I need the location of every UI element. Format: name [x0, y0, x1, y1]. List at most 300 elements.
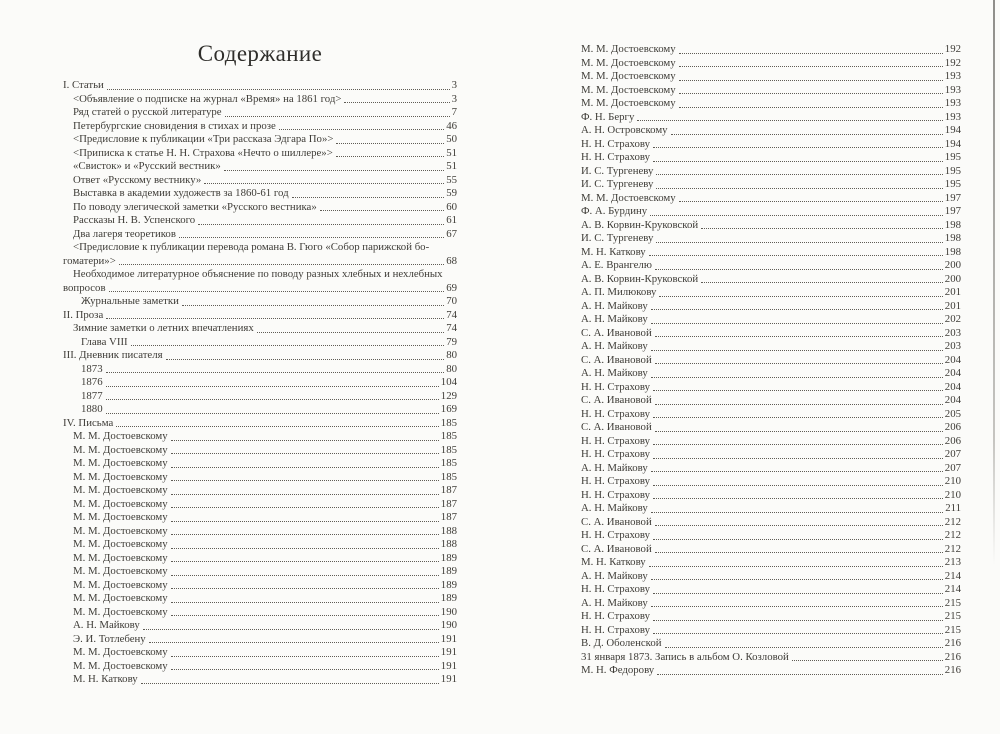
toc-entry: [63, 363, 457, 377]
dot-leader: [651, 323, 943, 324]
toc-entry: [581, 354, 961, 368]
toc-entry-title: С. А. Ивановой: [581, 326, 652, 339]
toc-entry-page: 185: [440, 470, 457, 483]
toc-entry-title: А. П. Милюкову: [581, 286, 657, 298]
toc-entry-page: 189: [440, 565, 457, 577]
toc-entry-title: II. Проза: [63, 308, 104, 321]
dot-leader: [171, 521, 439, 522]
dot-leader: [119, 264, 444, 265]
toc-entry-title: М. М. Достоевскому: [73, 470, 168, 483]
toc-entry-page: 198: [944, 232, 961, 244]
toc-entry-page: 215: [944, 623, 961, 636]
toc-entry-title: М. М. Достоевскому: [73, 646, 168, 658]
toc-entry: [581, 327, 961, 341]
toc-entry-title: 1877: [81, 389, 103, 402]
toc-entry-page: 187: [440, 497, 457, 510]
toc-entry-page: 212: [944, 515, 961, 528]
toc-entry-page: 200: [944, 259, 961, 271]
toc-entry: [63, 228, 457, 242]
toc-entry: [63, 295, 457, 309]
toc-entry-title: Н. Н. Страхову: [581, 151, 651, 163]
toc-entry-title: Журнальные заметки: [81, 295, 179, 307]
toc-entry: [581, 543, 961, 557]
toc-entry-page: 203: [944, 326, 961, 339]
toc-entry-title: С. А. Ивановой: [581, 394, 652, 406]
toc-entry-title: А. Н. Майкову: [581, 461, 648, 474]
toc-entry-page: 212: [944, 529, 961, 541]
toc-entry: [581, 664, 961, 678]
dot-leader: [671, 134, 943, 135]
toc-entry-page: 198: [944, 245, 961, 258]
dot-leader: [651, 579, 943, 580]
toc-entry-page: 192: [944, 43, 961, 55]
toc-entry: [63, 457, 457, 471]
toc-entry-title: <Предисловие к публикации перевода романа В. Гюго «Собор парижской бо-: [73, 241, 430, 253]
toc-entry-title: М. М. Достоевскому: [581, 56, 676, 69]
dot-leader: [651, 512, 943, 513]
toc-entry-title: А. Н. Майкову: [73, 619, 140, 631]
toc-entry: [63, 538, 457, 552]
toc-entry-page: 188: [440, 524, 457, 537]
toc-entry: [581, 435, 961, 449]
toc-entry-title: Ф. А. Бурдину: [581, 205, 648, 217]
toc-entry-page: 206: [944, 434, 961, 447]
toc-entry-title: М. М. Достоевскому: [73, 524, 168, 537]
toc-entry-title: М. М. Достоевскому: [581, 83, 676, 96]
toc-entry-title: вопросов: [63, 281, 106, 294]
dot-leader: [171, 507, 439, 508]
toc-entry-title: Н. Н. Страхову: [581, 448, 651, 460]
dot-leader: [106, 399, 439, 400]
toc-entry-title: <Объявление о подписке на журнал «Время» на 1861 год>: [73, 92, 342, 105]
toc-entry-title: М. М. Достоевскому: [73, 605, 168, 618]
toc-entry: [581, 43, 961, 57]
toc-entry-page: 59: [446, 187, 457, 199]
dot-leader: [171, 467, 439, 468]
page-title: Содержание: [197, 41, 323, 66]
toc-entry: [63, 606, 457, 620]
toc-entry-title: М. М. Достоевскому: [73, 457, 168, 469]
toc-entry-title: С. А. Ивановой: [581, 515, 652, 528]
toc-entry-title: М. Н. Каткову: [73, 673, 138, 685]
toc-entry-title: М. М. Достоевскому: [73, 511, 168, 523]
dot-leader: [679, 107, 943, 108]
toc-entry-title: М. М. Достоевскому: [581, 70, 676, 82]
toc-entry: [63, 214, 457, 228]
toc-entry-page: 185: [440, 430, 457, 442]
toc-entry-page: 191: [440, 632, 457, 645]
toc-entry-title: Н. Н. Страхову: [581, 488, 651, 501]
toc-entry: [63, 579, 457, 593]
toc-entry-title: Н. Н. Страхову: [581, 610, 651, 622]
dot-leader: [292, 197, 445, 198]
toc-entry-page: 3: [451, 92, 457, 105]
toc-entry-title: М. Н. Каткову: [581, 556, 646, 568]
toc-entry: [63, 646, 457, 660]
toc-entry-title: М. М. Достоевскому: [73, 430, 168, 442]
dot-leader: [171, 440, 439, 441]
toc-entry: [581, 70, 961, 84]
dot-leader: [171, 453, 439, 454]
page-edge-line: [993, 0, 995, 565]
toc-entry-page: 192: [944, 56, 961, 69]
dot-leader: [204, 183, 444, 184]
toc-entry: [581, 273, 961, 287]
toc-entry-title: М. М. Достоевскому: [73, 551, 168, 564]
toc-entry-title: М. М. Достоевскому: [581, 43, 676, 55]
dot-leader: [656, 174, 942, 175]
toc-entry: [63, 390, 457, 404]
dot-leader: [106, 413, 439, 414]
toc-entry: [63, 525, 457, 539]
toc-entry: [581, 651, 961, 665]
dot-leader: [679, 80, 943, 81]
toc-entry-title: Петербургские сновидения в стихах и прозе: [73, 119, 276, 132]
toc-entry-page: 216: [944, 637, 961, 649]
dot-leader: [656, 242, 942, 243]
dot-leader: [649, 566, 943, 567]
dot-leader: [171, 615, 439, 616]
toc-entry-title: 1873: [81, 362, 103, 375]
toc-entry-page: 210: [944, 488, 961, 501]
toc-entry: [581, 624, 961, 638]
toc-entry-title: М. М. Достоевскому: [73, 565, 168, 577]
toc-entry-page: 194: [944, 124, 961, 136]
dot-leader: [653, 147, 943, 148]
toc-entry-page: 216: [944, 664, 961, 676]
toc-entry-title: А. Н. Майкову: [581, 340, 648, 352]
toc-entry-page: 203: [944, 340, 961, 352]
toc-entry-page: 212: [944, 542, 961, 555]
toc-entry-page: 185: [440, 457, 457, 469]
dot-leader: [171, 534, 439, 535]
toc-entry: [581, 232, 961, 246]
toc-entry-title: А. Н. Майкову: [581, 299, 648, 312]
toc-entry: [63, 403, 457, 417]
dot-leader: [655, 336, 943, 337]
toc-entry-page: 189: [440, 592, 457, 604]
dot-leader: [257, 332, 444, 333]
toc-entry-page: 74: [446, 308, 457, 321]
dot-leader: [336, 156, 444, 157]
toc-entry: [581, 313, 961, 327]
toc-entry-title: М. М. Достоевскому: [73, 659, 168, 672]
dot-leader: [653, 161, 943, 162]
toc-entry: [581, 583, 961, 597]
toc-entry-title: Необходимое литературное объяснение по поводу разных хлебных и нехлебных: [73, 268, 443, 280]
toc-entry-page: 189: [440, 551, 457, 564]
toc-entry: [63, 336, 457, 350]
toc-entry: [581, 462, 961, 476]
toc-entry-title: Ответ «Русскому вестнику»: [73, 173, 202, 186]
dot-leader: [653, 593, 943, 594]
dot-leader: [665, 647, 943, 648]
toc-entry-title: Рассказы Н. В. Успенского: [73, 214, 196, 226]
toc-entry: [581, 570, 961, 584]
toc-entry-page: 195: [944, 178, 961, 190]
dot-leader: [171, 548, 439, 549]
toc-entry-page: 204: [944, 367, 961, 379]
toc-entry-page: 193: [944, 97, 961, 109]
toc-entry: [581, 246, 961, 260]
toc-entry-title: По поводу элегической заметки «Русского вестника»: [73, 200, 317, 213]
dot-leader: [653, 539, 943, 540]
dot-leader: [171, 561, 439, 562]
dot-leader: [651, 471, 943, 472]
dot-leader: [637, 120, 942, 121]
toc-entry-page: 129: [440, 389, 457, 402]
dot-leader: [320, 210, 444, 211]
toc-entry-page: 201: [944, 286, 961, 298]
dot-leader: [143, 629, 439, 630]
dot-leader: [106, 386, 439, 387]
toc-entry-title: М. М. Достоевскому: [73, 592, 168, 604]
dot-leader: [106, 318, 444, 319]
toc-entry-title: М. М. Достоевскому: [73, 578, 168, 591]
dot-leader: [653, 498, 943, 499]
dot-leader: [653, 485, 943, 486]
dot-leader: [659, 296, 942, 297]
toc-entry-page: 46: [446, 119, 457, 132]
toc-entry: [63, 484, 457, 498]
dot-leader: [653, 417, 943, 418]
toc-entry-page: 104: [440, 376, 457, 388]
toc-entry: [581, 610, 961, 624]
dot-leader: [182, 305, 444, 306]
toc-entry-page: 214: [944, 569, 961, 582]
toc-entry-title: А. В. Корвин-Круковской: [581, 272, 699, 285]
toc-entry-page: 207: [944, 448, 961, 460]
toc-entry-page: 191: [440, 673, 457, 685]
dot-leader: [653, 458, 943, 459]
toc-entry-page: 197: [944, 205, 961, 217]
toc-entry-page: 188: [440, 538, 457, 550]
toc-entry-page: 61: [446, 214, 457, 226]
toc-entry-page: 195: [944, 164, 961, 177]
toc-entry: [581, 259, 961, 273]
dot-leader: [653, 633, 943, 634]
toc-entry: [63, 174, 457, 188]
toc-entry: [63, 241, 457, 255]
toc-entry: [581, 97, 961, 111]
toc-entry-page: 213: [944, 556, 961, 568]
toc-entry: [581, 300, 961, 314]
toc-entry-title: А. Н. Майкову: [581, 313, 648, 325]
toc-entry-title: Н. Н. Страхову: [581, 380, 651, 393]
dot-leader: [171, 575, 439, 576]
toc-entry: [63, 349, 457, 363]
dot-leader: [171, 669, 439, 670]
toc-entry-title: Н. Н. Страхову: [581, 475, 651, 487]
toc-left-column: [63, 79, 457, 687]
toc-entry: [581, 124, 961, 138]
toc-entry-page: 67: [446, 227, 457, 240]
dot-leader: [179, 237, 444, 238]
toc-entry: [581, 529, 961, 543]
dot-leader: [106, 372, 445, 373]
toc-entry: [581, 394, 961, 408]
toc-entry: [581, 448, 961, 462]
toc-entry-title: Выставка в академии художеств за 1860-61 год: [73, 187, 289, 199]
dot-leader: [651, 309, 943, 310]
toc-entry: [63, 430, 457, 444]
toc-entry-title: А. Е. Врангелю: [581, 259, 652, 271]
toc-entry: [63, 552, 457, 566]
toc-entry-page: 193: [944, 110, 961, 123]
toc-entry: [581, 151, 961, 165]
toc-entry-page: 191: [440, 646, 457, 658]
toc-entry-page: 187: [440, 484, 457, 496]
toc-entry-page: 204: [944, 353, 961, 366]
dot-leader: [679, 93, 943, 94]
dot-leader: [655, 363, 943, 364]
dot-leader: [655, 269, 943, 270]
toc-entry-title: Н. Н. Страхову: [581, 434, 651, 447]
dot-leader: [198, 224, 444, 225]
toc-entry: [63, 619, 457, 633]
toc-entry-page: 74: [446, 322, 457, 334]
toc-entry-title: 1880: [81, 403, 103, 415]
dot-leader: [679, 66, 943, 67]
toc-entry: [63, 660, 457, 674]
toc-entry-title: М. М. Достоевскому: [73, 538, 168, 550]
toc-entry-page: 80: [446, 362, 457, 375]
toc-entry-title: С. А. Ивановой: [581, 421, 652, 433]
toc-entry-title: I. Статьи: [63, 79, 104, 91]
dot-leader: [171, 480, 439, 481]
dot-leader: [279, 129, 444, 130]
toc-entry: [63, 282, 457, 296]
toc-entry-title: Два лагеря теоретиков: [73, 227, 176, 240]
toc-entry: [581, 502, 961, 516]
toc-entry: [581, 138, 961, 152]
toc-entry: [63, 673, 457, 687]
toc-entry: [581, 597, 961, 611]
dot-leader: [171, 588, 439, 589]
toc-entry-page: 51: [446, 146, 457, 159]
toc-entry: [581, 556, 961, 570]
toc-entry-title: М. Н. Федорову: [581, 664, 655, 676]
toc-entry-title: Н. Н. Страхову: [581, 407, 651, 420]
toc-entry: [63, 444, 457, 458]
dot-leader: [655, 552, 943, 553]
toc-entry-title: 1876: [81, 376, 103, 388]
toc-entry-title: Зимние заметки о летних впечатлениях: [73, 322, 254, 334]
toc-entry-title: А. Н. Майкову: [581, 596, 648, 609]
toc-entry-title: III. Дневник писателя: [63, 349, 163, 361]
toc-entry-title: С. А. Ивановой: [581, 542, 652, 555]
toc-entry-page: 60: [446, 200, 457, 213]
dot-leader: [679, 201, 943, 202]
toc-entry-title: <Предисловие к публикации «Три рассказа Эдгара По»>: [73, 133, 334, 145]
toc-entry: [63, 120, 457, 134]
toc-entry-page: 190: [440, 605, 457, 618]
dot-leader: [792, 660, 943, 661]
dot-leader: [653, 444, 943, 445]
toc-entry-page: 190: [440, 619, 457, 631]
toc-entry-title: М. Н. Каткову: [581, 245, 646, 258]
dot-leader: [149, 642, 439, 643]
toc-entry-page: 79: [446, 335, 457, 348]
toc-entry: [63, 376, 457, 390]
toc-entry-title: Ф. Н. Бергу: [581, 110, 635, 123]
toc-entry-title: И. С. Тургеневу: [581, 164, 654, 177]
toc-entry: [581, 421, 961, 435]
toc-entry-page: 198: [944, 218, 961, 231]
toc-entry: [63, 417, 457, 431]
toc-entry-page: 55: [446, 173, 457, 186]
dot-leader: [655, 525, 943, 526]
toc-entry-page: 51: [446, 160, 457, 172]
toc-entry-page: 189: [440, 578, 457, 591]
toc-entry: [63, 633, 457, 647]
toc-entry: [63, 79, 457, 93]
toc-entry-title: 31 января 1873. Запись в альбом О. Козловой: [581, 650, 789, 663]
toc-entry-page: 68: [446, 254, 457, 267]
toc-entry: [63, 471, 457, 485]
toc-entry-title: А. Н. Майкову: [581, 569, 648, 582]
toc-entry-page: 201: [944, 299, 961, 312]
toc-entry-page: 193: [944, 83, 961, 96]
toc-entry-page: 202: [944, 313, 961, 325]
toc-entry-page: 80: [446, 349, 457, 361]
toc-entry-page: 69: [446, 281, 457, 294]
toc-entry: [581, 475, 961, 489]
toc-entry: [63, 592, 457, 606]
toc-entry-page: 191: [440, 659, 457, 672]
toc-entry-page: 206: [944, 421, 961, 433]
toc-entry: [581, 205, 961, 219]
toc-entry-title: А. В. Корвин-Круковской: [581, 218, 699, 231]
toc-entry-page: 194: [944, 137, 961, 150]
dot-leader: [116, 426, 439, 427]
toc-entry: [63, 322, 457, 336]
toc-entry: [581, 637, 961, 651]
dot-leader: [171, 494, 439, 495]
toc-entry-page: 204: [944, 394, 961, 406]
toc-entry: [63, 160, 457, 174]
dot-leader: [649, 255, 943, 256]
toc-entry-title: Н. Н. Страхову: [581, 529, 651, 541]
dot-leader: [657, 674, 943, 675]
toc-entry-page: 185: [440, 416, 457, 429]
dot-leader: [344, 102, 449, 103]
toc-entry: [63, 187, 457, 201]
toc-entry-title: М. М. Достоевскому: [73, 443, 168, 456]
toc-entry: [63, 133, 457, 147]
toc-entry: [581, 286, 961, 300]
toc-entry: [63, 147, 457, 161]
toc-entry-title: М. М. Достоевскому: [73, 484, 168, 496]
toc-entry-title: А. Н. Майкову: [581, 502, 648, 514]
toc-right-column: [581, 43, 961, 678]
toc-entry-page: 215: [944, 610, 961, 622]
toc-entry-page: 187: [440, 511, 457, 523]
toc-entry-title: Ряд статей о русской литературе: [73, 106, 222, 118]
dot-leader: [651, 377, 943, 378]
toc-entry-title: А. Н. Майкову: [581, 367, 648, 379]
dot-leader: [651, 350, 943, 351]
toc-entry: [581, 192, 961, 206]
dot-leader: [336, 143, 444, 144]
toc-entry: [581, 57, 961, 71]
toc-entry-title: Э. И. Тотлебену: [73, 632, 146, 645]
toc-entry: [581, 516, 961, 530]
dot-leader: [650, 215, 943, 216]
toc-entry-page: 216: [944, 650, 961, 663]
toc-entry-page: 197: [944, 191, 961, 204]
dot-leader: [224, 170, 444, 171]
